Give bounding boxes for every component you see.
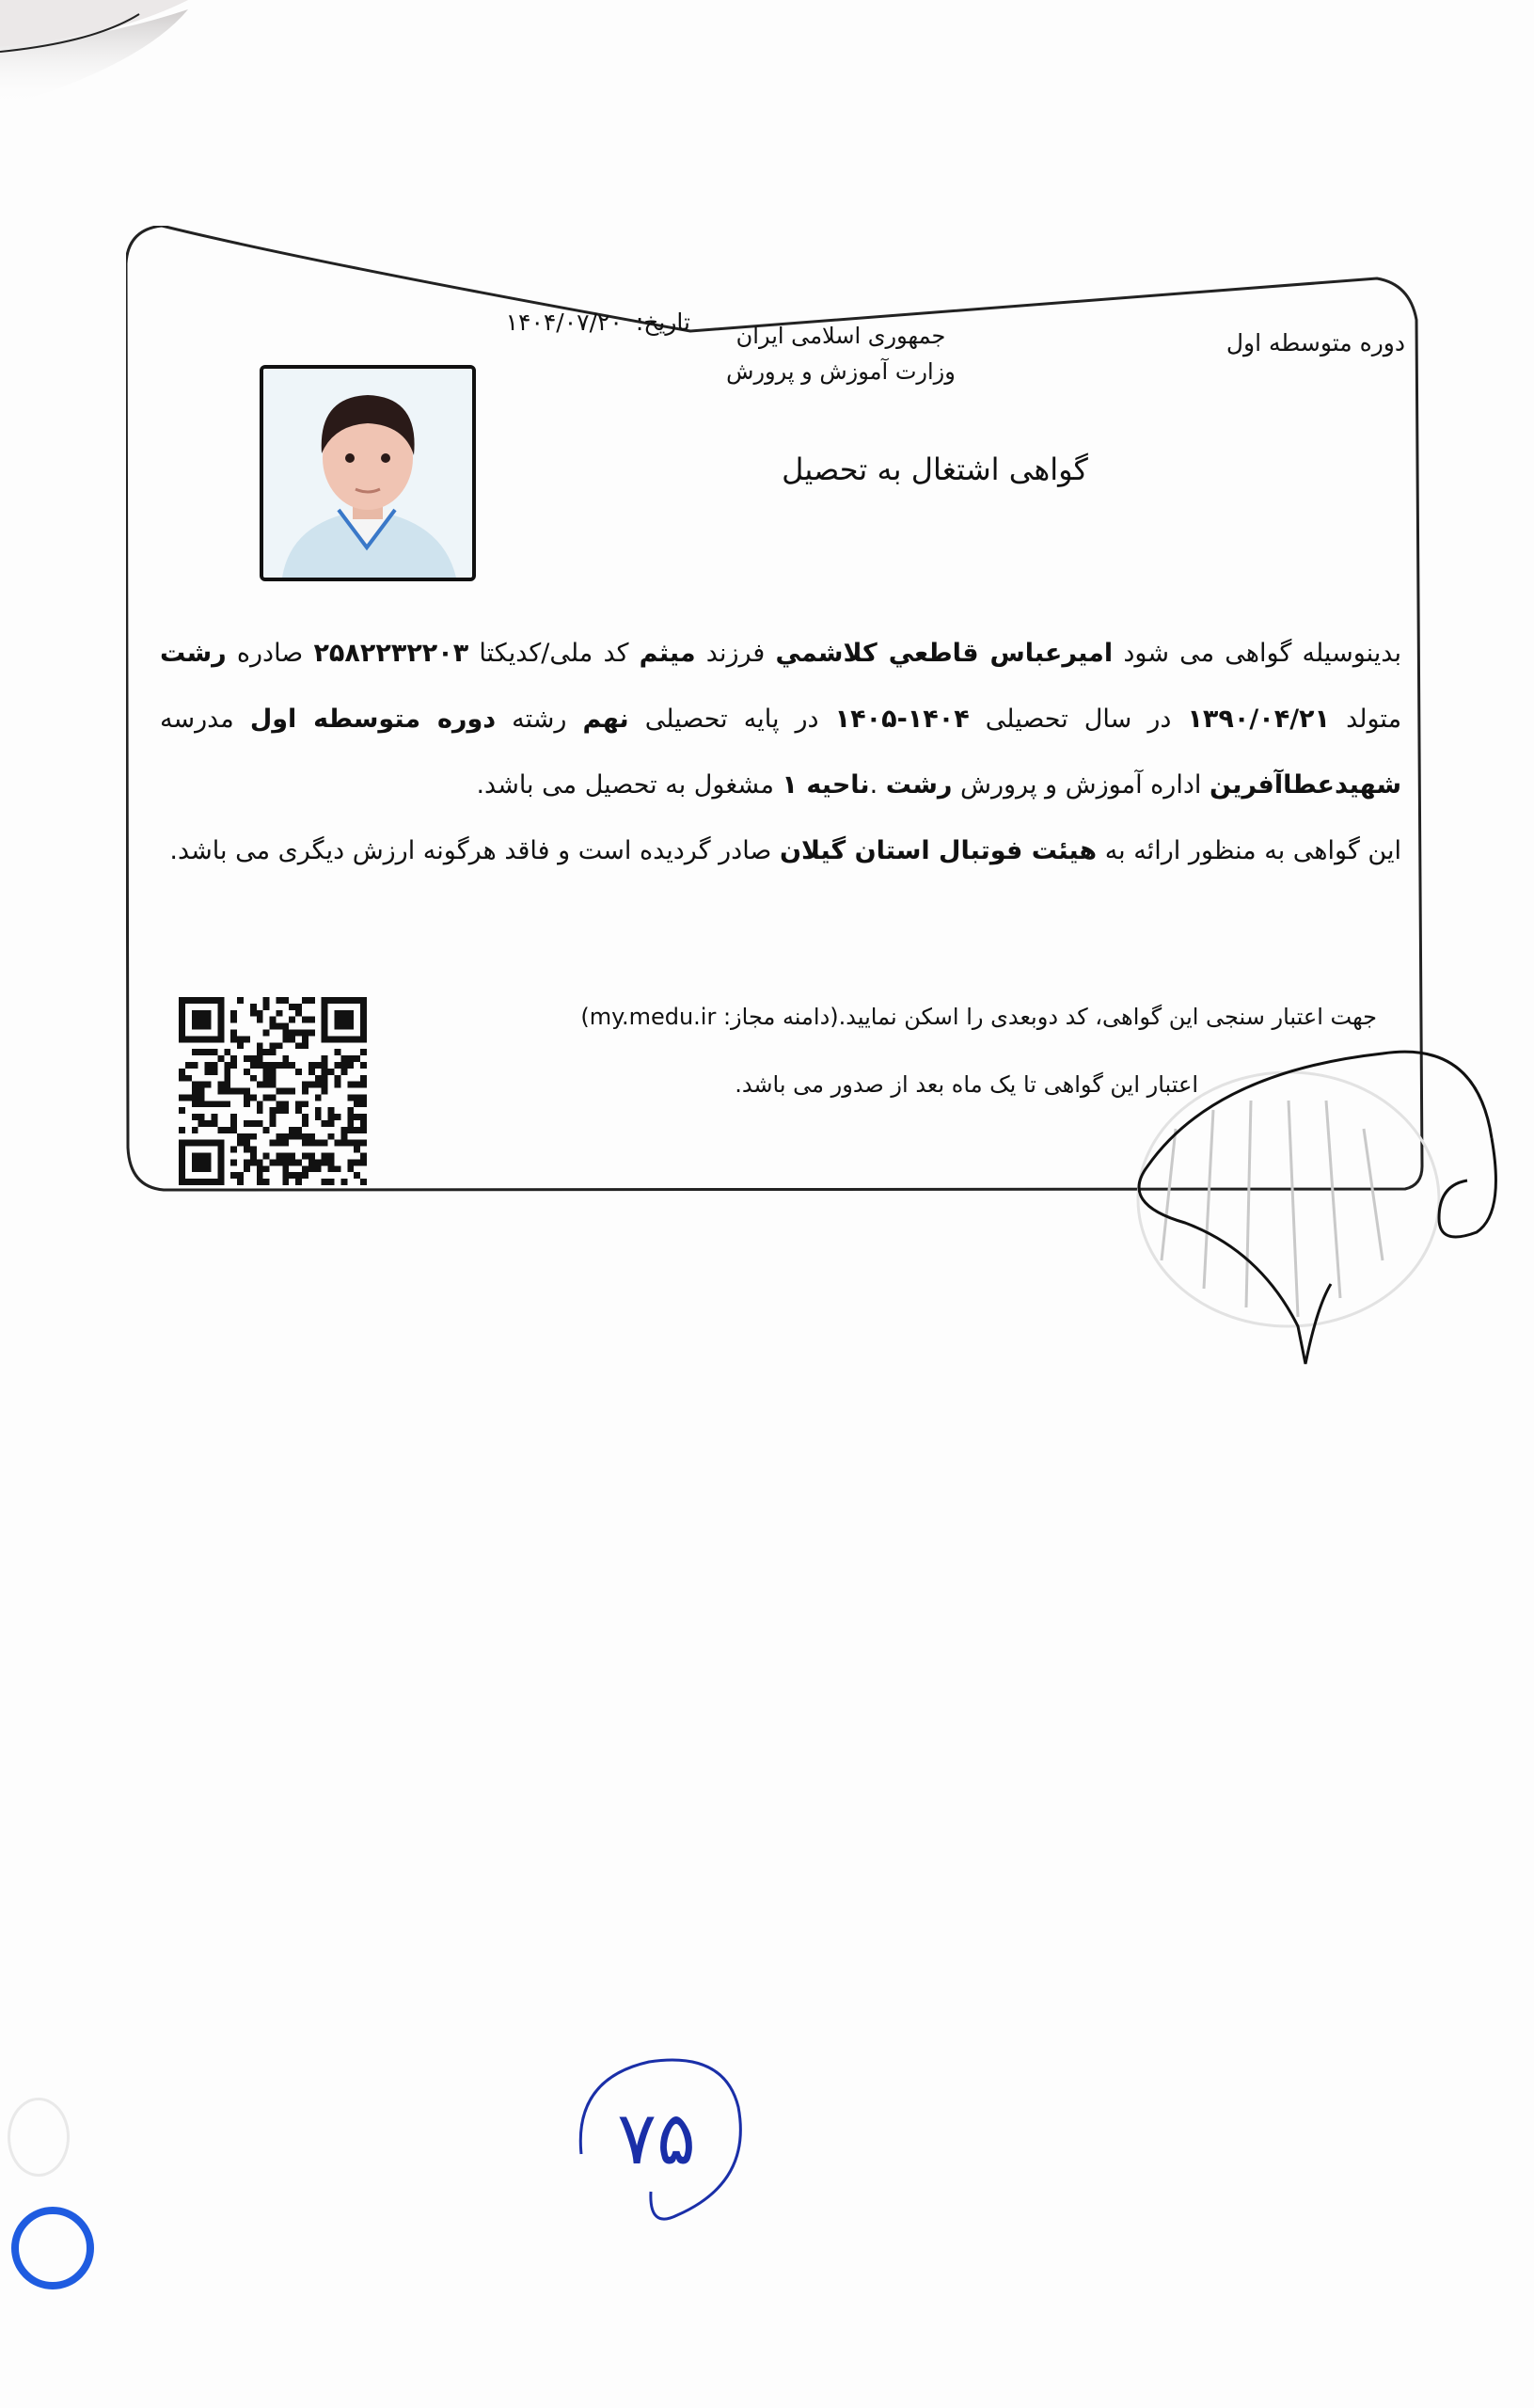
country-name: جمهوری اسلامی ایران [735, 323, 946, 349]
education-level: دوره متوسطه اول [249, 705, 497, 734]
student-photo [260, 365, 476, 581]
ministry-name: وزارت آموزش و پرورش [726, 358, 956, 385]
certificate-title: گواهی اشتغال به تحصیل [782, 452, 1088, 487]
text-fragment: بدینوسیله گواهی می شود [1113, 639, 1401, 668]
recipient-organization: هیئت فوتبال استان گیلان [779, 836, 1098, 865]
text-fragment: فرزند [695, 639, 776, 668]
text-fragment: در سال تحصیلی [969, 705, 1188, 734]
father-name: میثم [639, 639, 696, 668]
grade: نهم [582, 705, 629, 734]
text-fragment: مشغول به تحصیل می باشد. [476, 770, 783, 800]
issue-city: رشت [160, 639, 227, 668]
text-fragment: این گواهی به منظور ارائه به [1097, 836, 1401, 865]
paper-fold-shadow [0, 0, 1534, 113]
school-name: شهیدعطاآفرین [1209, 770, 1401, 800]
date-value: ۱۴۰۴/۰۷/۲۰ [505, 309, 623, 336]
punch-hole-mark [8, 2098, 70, 2177]
text-fragment: صادر گردیده است و فاقد هرگونه ارزش دیگری می باشد. [169, 836, 780, 865]
text-fragment: اداره آموزش و پرورش [952, 770, 1210, 800]
verification-instruction: جهت اعتبار سنجی این گواهی، کد دوبعدی را اسکن نمایید.(دامنه مجاز: my.medu.ir) [580, 1004, 1377, 1030]
text-fragment: . [869, 770, 886, 800]
birth-date: ۱۳۹۰/۰۴/۲۱ [1187, 705, 1331, 734]
certificate-body-paragraph-1 [160, 621, 1401, 818]
district: ناحیه ۱ [782, 770, 870, 800]
certificate-body-paragraph-2 [160, 818, 1401, 884]
text-fragment: در پایه تحصیلی [628, 705, 835, 734]
portrait-icon [263, 369, 472, 578]
issue-date [239, 309, 690, 336]
text-fragment: کد ملی/کدیکتا [468, 639, 640, 668]
student-name: اميرعباس قاطعي كلاشمي [775, 639, 1114, 668]
date-label: تاریخ: [635, 309, 690, 336]
academic-year: ۱۴۰۴-۱۴۰۵ [834, 705, 970, 734]
text-fragment: مدرسه [160, 705, 250, 734]
text-fragment: صادره [226, 639, 314, 668]
education-office: رشت [885, 770, 953, 800]
text-fragment: متولد [1330, 705, 1402, 734]
validity-note: اعتبار این گواهی تا یک ماه بعد از صدور می باشد. [735, 1071, 1198, 1098]
official-stamp-and-signature [1072, 1044, 1514, 1420]
binder-ring-icon [11, 2207, 94, 2289]
text-fragment: رشته [496, 705, 583, 734]
school-level: دوره متوسطه اول [1226, 329, 1405, 356]
page-number-text: ۷۵ [617, 2097, 696, 2181]
national-id: ۲۵۸۲۲۳۲۲۰۳ [313, 639, 469, 668]
handwritten-page-number [564, 2041, 771, 2248]
qr-code-icon[interactable] [179, 997, 367, 1185]
